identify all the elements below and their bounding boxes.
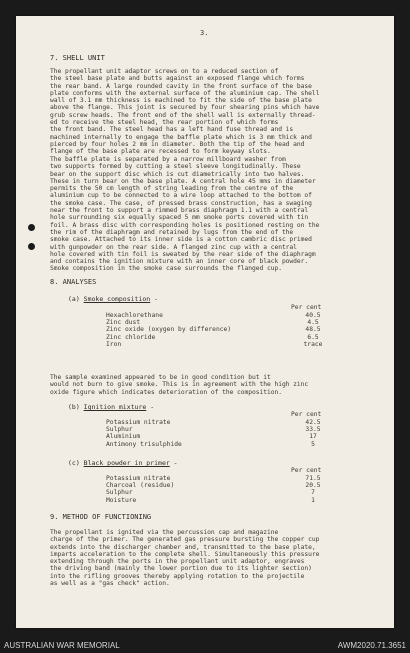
black-powder-heading: (c) Black powder in primer - bbox=[68, 459, 178, 467]
footer-institution: AUSTRALIAN WAR MEMORIAL bbox=[4, 641, 120, 650]
section-8-heading: 8. ANALYSES bbox=[50, 278, 97, 286]
table-row: Potassium nitrate 71.5 bbox=[106, 475, 321, 482]
black-powder-column-header: Per cent bbox=[291, 467, 322, 474]
table-row: Zinc oxide (oxygen by difference) 48.5 bbox=[106, 326, 321, 334]
punch-hole bbox=[28, 224, 35, 231]
punch-hole bbox=[28, 243, 35, 250]
section-7-paragraph-2: The baffle plate is separated by a narrow millboard washer from two supports formed by cutting a steel sleeve longitudinally. These bear on the support disc which is cut diametrically into two halves. These in turn bear on the base plate. A central hole 45 mms in diameter permits the 50 cm length of string leading from the centre of the aluminium cup to be connected to a wire loop attached to the bottom of the smoke case. The case, of pressed brass construction, has a swaging near the front to support a rimmed brass diaphragm 1.1 with a central hole surrounding six equally spaced 5 mm smoke ports covered with tin foil. A brass disc with corresponding holes is positioned resting on the the rim of the diaphragm and retained by lugs from the end of the smoke case. Attached to its inner side is a cotton cambric disc primed with gunpowder on the rear side. A flanged zinc cup with a central hole covered with tin foil is sweated by the rear side of the diaphragm and contains the ignition mixture with an inner core of black powder. Smoke composition in the smoke case surrounds the flanged cup. bbox=[50, 156, 320, 273]
smoke-composition-heading: (a) Smoke composition - bbox=[68, 295, 159, 303]
smoke-condition-note: The sample examined appeared to be in good condition but it would not burn to give smoke. This is in agreement with the high zinc oxide figure which indicates deterioration of the composition. bbox=[50, 374, 309, 396]
table-row: Sulphur 33.5 bbox=[106, 426, 321, 434]
ignition-column-header: Per cent bbox=[291, 411, 322, 418]
page-number: 3. bbox=[200, 29, 209, 37]
ignition-mixture-table bbox=[106, 419, 346, 448]
table-row: Sulphur 7 bbox=[106, 489, 315, 497]
document-page bbox=[16, 16, 394, 628]
table-row: Charcoal (residue) 20.5 bbox=[106, 482, 321, 490]
footer-accession-number: AWM2020.71.3651 bbox=[337, 641, 406, 650]
black-powder-table bbox=[106, 475, 346, 504]
table-row: Moisture 1 bbox=[106, 496, 315, 504]
smoke-column-header: Per cent bbox=[291, 304, 322, 311]
section-7-paragraph-1: The propellant unit adaptor screws on to a reduced section of the steel base plate and butts against an exposed flange which forms the rear band. A large rounded cavity in the front surface of the base plate conforms with the external surface of the aluminium cap. The shell wall of 3.1 mm thickness is machined to fit the side of the base plate above the flange. This joint is secured by four shearing pins which have grub screw heads. The front end of the shell wall is externally thread- ed to receive the steel head, the rear portion of which forms the front band. The steel head has a left hand fuse thread and is machined internally to engage the baffle plate which is 3 mm thick and pierced by four holes 2 mm in diameter. Both the tip of the head and flange of the base plate are recessed to form keyway slots. bbox=[50, 68, 320, 156]
smoke-composition-table bbox=[106, 312, 346, 348]
table-row: Zinc chloride 6.5 bbox=[106, 333, 319, 341]
table-row: Aluminium 17 bbox=[106, 433, 317, 441]
table-row: Iron trace bbox=[106, 340, 323, 348]
table-row: Antimony trisulphide 5 bbox=[106, 440, 315, 448]
table-row: Potassium nitrate 42.5 bbox=[106, 419, 321, 426]
section-9-heading: 9. METHOD OF FUNCTIONING bbox=[50, 513, 152, 521]
table-row: Hexachlorethane 40.5 bbox=[106, 312, 321, 319]
ignition-mixture-heading: (b) Ignition mixture - bbox=[68, 403, 155, 411]
section-7-heading: 7. SHELL UNIT bbox=[50, 54, 105, 62]
table-row: Zinc dust 4.5 bbox=[106, 319, 319, 327]
section-9-paragraph: The propellant is ignited via the percussion cap and magazine charge of the primer. The generated gas pressure bursting the copper cup extends into the discharger chamber and, transmitted to the base plate, imparts acceleration to the complete shell. Simultaneously this pressure extending through the ports in the propellant unit adaptor, engraves the driving band (mainly the lower portion due to its lighter section) into the rifling grooves thereby applying rotation to the projectile as well as a "gas check" action. bbox=[50, 529, 320, 588]
